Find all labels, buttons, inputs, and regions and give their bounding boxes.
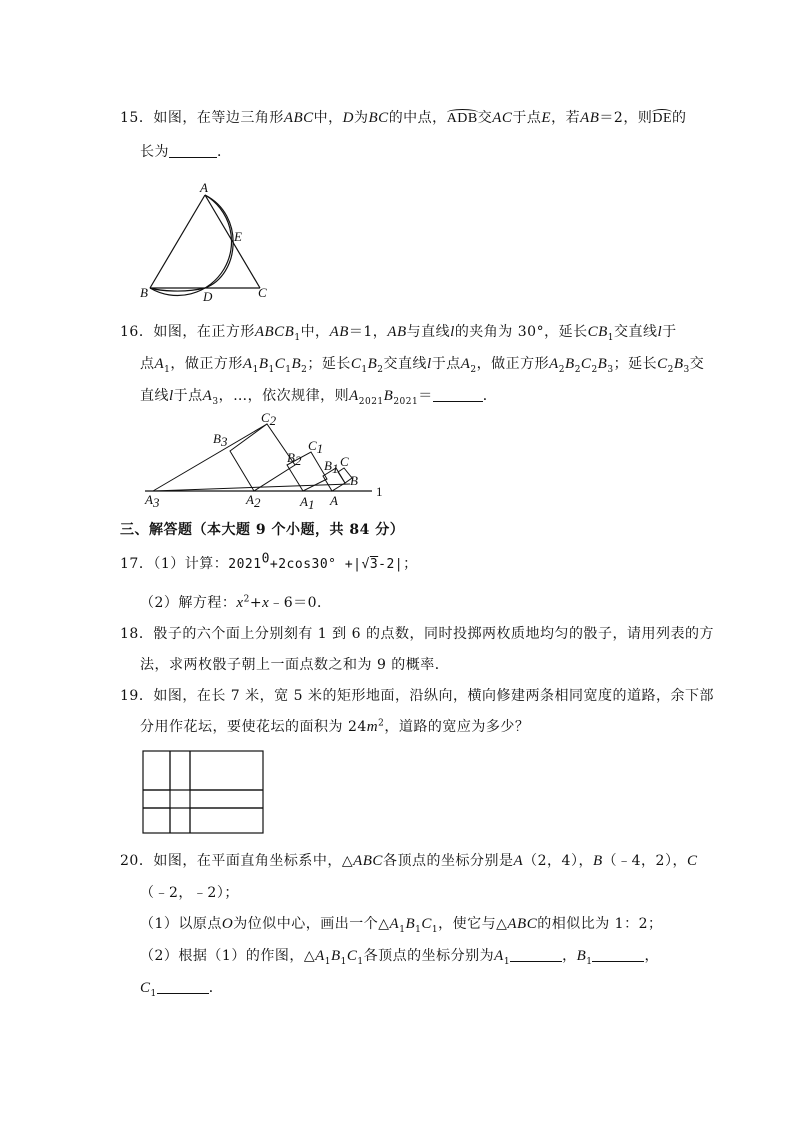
section-heading: 三、解答题（本大题 9 个小题，共 84 分） — [120, 522, 405, 538]
q18-line2: 法，求两枚骰子朝上一面点数之和为 9 的概率． — [140, 657, 450, 673]
q16-line3: 直线l于点$A_3$，…，依次规律，则$A_{2021}B_{2021}=$ ． — [140, 388, 498, 407]
label-b: B — [350, 473, 358, 488]
q20-line4: （2）根据（1）的作图，$\triangle A_1B_1C_1$各顶点的坐标分别为$A_1$ ，$B_1$ ， — [140, 948, 659, 967]
label-e: E — [234, 229, 242, 244]
q15-line2: 长为 ． — [140, 144, 232, 160]
label-b2: B2 — [287, 450, 302, 468]
q17-line2: （2）解方程：$x^2+x﹣6=0$． — [140, 594, 332, 611]
label-a2: A2 — [246, 492, 261, 510]
label-c: C — [340, 454, 349, 469]
arc-adb: ADB — [446, 111, 478, 126]
q16-line1: 16．如图，在正方形$ABCB_1$中，AB＝1，AB与直线l的夹角为 30°，延长$CB_1$交直线l于 — [120, 324, 677, 343]
label-b3: B3 — [213, 431, 228, 449]
label-a1: A1 — [300, 494, 315, 512]
label-a: A — [330, 493, 338, 508]
answer-blank — [157, 979, 209, 994]
q18-line1: 18．骰子的六个面上分别刻有 1 到 6 的点数，同时投掷两枚质地均匀的骰子，请用列表的方 — [120, 626, 714, 642]
q19-line1: 19．如图，在长 7 米，宽 5 米的矩形地面，沿纵向，横向修建两条相同宽度的道路，余下部 — [120, 688, 714, 704]
label-c2: C2 — [261, 410, 277, 428]
label-a3: A3 — [145, 492, 160, 510]
q17-line1: 17．（1）计算：$2021^0+2\cos 30^\circ +|√3-2|$； — [120, 551, 418, 572]
q20-line5: $C_1$ ． — [140, 980, 224, 999]
q16-line2: 点$A_1$，做正方形$A_1B_1C_1B_2$；延长$C_1B_2$交直线l于点$A_2$，做正方形$A_2B_2C_2B_3$；延长$C_2B_3$交 — [140, 356, 705, 375]
q20-line3: （1）以原点O为位似中心，画出一个$\triangle A_1B_1C_1$，使它与△ABC的相似比为 1：2； — [140, 916, 663, 935]
label-c1: C1 — [308, 438, 324, 456]
arc-de: DE — [652, 111, 673, 126]
q19-line2: 分用作花坛，要使花坛的面积为 $24m^2$，道路的宽应为多少？ — [140, 718, 530, 735]
q19-figure — [142, 750, 266, 836]
answer-blank — [433, 387, 483, 402]
label-d: D — [203, 289, 213, 304]
sqrt-sign: √3 — [361, 557, 379, 572]
label-b1: B1 — [324, 458, 339, 476]
q15-line1: 15．如图，在等边三角形ABC中，D为BC的中点，ADB交AC于点E，若AB＝2，则DE的 — [120, 110, 687, 126]
answer-blank — [169, 143, 217, 158]
q16-figure — [140, 408, 390, 513]
label-b: B — [140, 285, 148, 300]
label-l: 1 — [376, 484, 383, 499]
answer-blank — [510, 947, 562, 962]
label-a: A — [200, 180, 208, 195]
q20-line2: （﹣2，﹣2）； — [140, 885, 239, 901]
label-c: C — [258, 285, 267, 300]
answer-blank — [592, 947, 644, 962]
q15-figure — [130, 175, 290, 305]
q20-line1: 20．如图，在平面直角坐标系中，△ABC各顶点的坐标分别是A（2，4），B（﹣4，2），C — [120, 853, 698, 869]
